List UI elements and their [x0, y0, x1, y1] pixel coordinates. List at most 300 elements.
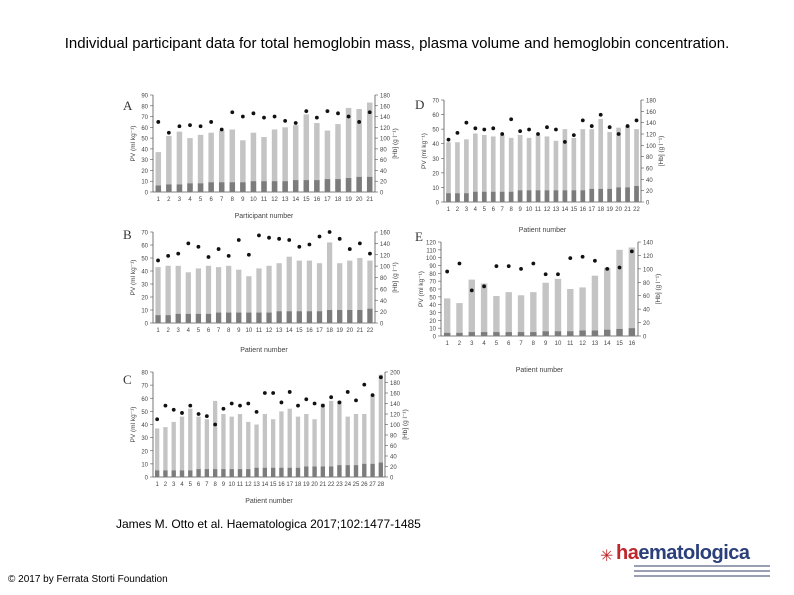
- y-tick-label-left: 70: [432, 98, 439, 105]
- hbmass-bar: [469, 332, 475, 336]
- hb-point: [172, 408, 176, 412]
- y-axis-title-right: [Hb] (g l⁻¹): [402, 409, 409, 440]
- y-tick-label-left: 70: [141, 115, 148, 122]
- hb-point: [617, 132, 621, 136]
- y-tick-label-left: 10: [429, 326, 436, 333]
- hb-point: [362, 383, 366, 387]
- pv-bar: [166, 266, 171, 323]
- hbmass-bar: [357, 310, 362, 323]
- x-tick-label: 5: [198, 197, 203, 203]
- hb-point: [176, 252, 180, 256]
- hbmass-bar: [271, 468, 275, 477]
- hb-point: [155, 417, 159, 421]
- y-axis-title-right: [Hb] (g l⁻¹): [392, 262, 399, 293]
- hb-point: [358, 241, 362, 245]
- x-tick-label: 17: [316, 328, 323, 334]
- hbmass-bar: [240, 182, 245, 192]
- hbmass-bar: [186, 314, 191, 323]
- y-tick-label-right: 40: [380, 298, 387, 305]
- hb-point: [348, 247, 352, 251]
- y-tick-label-left: 60: [141, 396, 148, 403]
- hb-point: [544, 272, 548, 276]
- hbmass-bar: [607, 189, 612, 202]
- hb-point: [326, 109, 330, 113]
- x-tick-label: 3: [464, 207, 469, 213]
- x-tick-label: 8: [227, 328, 231, 334]
- pv-bar: [506, 292, 512, 336]
- x-tick-label: 19: [345, 197, 352, 203]
- hbmass-bar: [329, 467, 333, 478]
- panel-label: B: [123, 227, 132, 242]
- y-tick-label-left: 30: [141, 436, 148, 443]
- hb-point: [379, 375, 383, 379]
- hb-point: [308, 243, 312, 247]
- x-tick-label: 14: [261, 482, 269, 488]
- hbmass-bar: [567, 331, 573, 336]
- hbmass-bar: [166, 184, 171, 192]
- hb-point: [156, 259, 160, 263]
- hbmass-bar: [491, 192, 496, 202]
- y-tick-label-left: 0: [144, 321, 148, 328]
- x-tick-label: 7: [519, 341, 523, 347]
- y-tick-label-left: 80: [141, 370, 148, 377]
- y-axis-title-left: PV (ml kg⁻¹): [130, 259, 137, 296]
- y-tick-label-right: 20: [390, 465, 397, 471]
- hbmass-bar: [251, 181, 256, 192]
- hb-point: [464, 121, 468, 125]
- hbmass-bar: [482, 192, 487, 202]
- hbmass-bar: [177, 184, 182, 192]
- y-tick-label-right: 180: [646, 98, 657, 105]
- x-tick-label: 5: [196, 328, 201, 334]
- x-tick-label: 17: [324, 197, 331, 203]
- x-tick-label: 14: [603, 341, 611, 347]
- hb-point: [354, 398, 358, 402]
- x-tick-label: 3: [177, 197, 182, 203]
- hb-point: [545, 125, 549, 129]
- slide-title: Individual participant data for total hemoglobin mass, plasma volume and hemoglobin concentration.: [64, 35, 730, 52]
- y-tick-label-left: 120: [425, 240, 436, 247]
- hbmass-bar: [634, 186, 639, 202]
- pv-bar: [481, 284, 487, 336]
- hb-point: [186, 241, 190, 245]
- x-tick-label: 20: [346, 328, 354, 334]
- y-tick-label-right: 20: [380, 179, 387, 186]
- y-tick-label-right: 100: [380, 264, 391, 271]
- y-tick-label-right: 140: [380, 115, 391, 122]
- hb-point: [230, 110, 234, 114]
- y-tick-label-left: 50: [141, 409, 148, 416]
- hb-point: [318, 235, 322, 239]
- hbmass-bar: [592, 331, 598, 336]
- chart-panel-a: [123, 94, 399, 221]
- hb-point: [447, 138, 451, 142]
- hb-point: [536, 132, 540, 136]
- y-tick-label-right: 100: [390, 423, 401, 429]
- hb-point: [518, 129, 522, 133]
- hbmass-bar: [287, 311, 292, 323]
- hb-point: [156, 120, 160, 124]
- hb-point: [167, 131, 171, 135]
- pv-bar: [288, 409, 292, 477]
- y-tick-label-right: 160: [380, 104, 391, 111]
- x-tick-label: 20: [615, 207, 622, 213]
- hb-point: [271, 391, 275, 395]
- hb-point: [568, 256, 572, 260]
- hb-point: [554, 128, 558, 132]
- x-tick-label: 2: [166, 328, 170, 334]
- y-tick-label-right: 100: [643, 267, 654, 274]
- x-tick-label: 18: [326, 328, 333, 334]
- hbmass-bar: [263, 468, 267, 477]
- x-tick-label: 13: [591, 341, 599, 347]
- pv-bar: [629, 247, 635, 336]
- hbmass-bar: [493, 332, 499, 336]
- hb-point: [338, 401, 342, 405]
- x-tick-label: 13: [275, 328, 283, 334]
- hb-point: [178, 124, 182, 128]
- hb-point: [238, 404, 242, 408]
- x-tick-label: 2: [163, 482, 168, 488]
- x-tick-label: 4: [180, 482, 184, 488]
- hbmass-bar: [208, 182, 213, 192]
- hbmass-bar: [314, 180, 319, 192]
- x-tick-label: 25: [352, 482, 360, 488]
- hbmass-bar: [572, 190, 577, 202]
- x-axis-title: Patient number: [515, 367, 564, 374]
- hb-point: [180, 411, 184, 415]
- pv-bar: [456, 303, 462, 336]
- y-tick-label-left: 30: [141, 158, 148, 165]
- y-axis-title-left: PV (ml kg⁻¹): [130, 406, 137, 443]
- y-tick-label-right: 180: [390, 381, 401, 387]
- y-tick-label-right: 200: [390, 370, 401, 377]
- pv-bar: [221, 414, 225, 477]
- y-tick-label-left: 50: [141, 136, 148, 143]
- x-tick-label: 6: [209, 197, 213, 203]
- pv-bar: [469, 280, 475, 336]
- hb-point: [519, 267, 523, 271]
- x-tick-label: 12: [271, 197, 278, 203]
- y-tick-label-right: 180: [380, 93, 391, 100]
- hb-point: [630, 250, 634, 254]
- hb-point: [188, 123, 192, 127]
- hb-point: [482, 284, 486, 288]
- y-axis-title-left: PV (ml kg⁻¹): [421, 133, 428, 169]
- y-tick-label-left: 70: [141, 383, 148, 390]
- x-tick-label: 18: [294, 482, 302, 488]
- pv-bar: [604, 268, 610, 336]
- hb-point: [608, 125, 612, 129]
- y-tick-label-right: 60: [646, 166, 653, 173]
- y-tick-label-right: 40: [643, 307, 650, 314]
- x-tick-label: 11: [236, 482, 244, 488]
- x-tick-label: 16: [579, 207, 587, 213]
- hbmass-bar: [356, 177, 361, 192]
- hb-point: [500, 132, 504, 136]
- hbmass-bar: [455, 193, 460, 202]
- y-tick-label-right: 80: [380, 147, 387, 154]
- hbmass-bar: [187, 183, 192, 192]
- hb-point: [458, 262, 462, 266]
- hbmass-bar: [346, 178, 351, 192]
- pv-bar: [555, 279, 561, 336]
- x-tick-label: 19: [606, 207, 614, 213]
- x-tick-label: 21: [624, 207, 631, 213]
- y-axis-title-left: PV (ml kg⁻¹): [418, 271, 425, 307]
- y-tick-label-right: 0: [646, 200, 650, 207]
- pv-bar: [464, 139, 469, 202]
- hb-point: [347, 115, 351, 119]
- hb-point: [188, 404, 192, 408]
- y-tick-label-right: 60: [380, 158, 387, 165]
- y-tick-label-right: 100: [380, 136, 391, 143]
- x-tick-label: 13: [281, 197, 289, 203]
- pv-bar: [213, 401, 217, 477]
- hbmass-bar: [205, 469, 209, 477]
- x-axis-title: Patient number: [245, 498, 293, 505]
- hbmass-bar: [579, 331, 585, 336]
- hbmass-bar: [481, 332, 487, 336]
- logo-mark-icon: ✳: [600, 548, 614, 565]
- x-tick-label: 4: [473, 207, 478, 213]
- x-tick-label: 16: [628, 341, 636, 347]
- hbmass-bar: [288, 468, 292, 477]
- y-tick-label-left: 50: [432, 127, 439, 134]
- x-tick-label: 2: [455, 207, 460, 213]
- hb-point: [197, 245, 201, 249]
- hbmass-bar: [367, 177, 372, 192]
- hb-point: [283, 119, 287, 123]
- chart-panel-c: [123, 371, 409, 506]
- x-tick-label: 4: [482, 341, 486, 347]
- y-tick-label-left: 20: [141, 168, 148, 175]
- hb-point: [280, 401, 284, 405]
- hb-point: [572, 133, 576, 137]
- hbmass-bar: [629, 328, 635, 336]
- hb-point: [593, 259, 597, 263]
- pv-bar: [263, 414, 267, 477]
- hbmass-bar: [518, 332, 524, 336]
- pv-bar: [493, 296, 499, 336]
- hb-point: [205, 414, 209, 418]
- pv-bar: [205, 419, 209, 477]
- hb-point: [618, 266, 622, 270]
- y-axis-title-right: [Hb] (g l⁻¹): [392, 128, 399, 159]
- x-tick-label: 9: [518, 207, 522, 213]
- y-tick-label-left: 40: [141, 423, 148, 429]
- hb-point: [531, 262, 535, 266]
- pv-bar: [166, 136, 171, 192]
- pv-bar: [329, 401, 333, 477]
- x-tick-label: 7: [216, 328, 221, 334]
- hb-point: [287, 238, 291, 242]
- x-tick-label: 16: [278, 482, 285, 488]
- x-tick-label: 5: [188, 482, 192, 488]
- hb-point: [257, 234, 261, 238]
- y-tick-label-right: 60: [643, 294, 650, 301]
- x-tick-label: 10: [245, 328, 253, 334]
- pv-bar: [321, 404, 325, 478]
- hb-point: [296, 404, 300, 408]
- haematologica-logo: [600, 542, 790, 582]
- hbmass-bar: [277, 311, 282, 323]
- y-tick-label-left: 40: [141, 147, 148, 154]
- y-tick-label-left: 80: [429, 271, 436, 278]
- panel-label: D: [415, 97, 425, 112]
- x-tick-label: 4: [188, 197, 192, 203]
- hbmass-bar: [166, 315, 171, 323]
- y-tick-label-right: 20: [643, 321, 650, 328]
- x-tick-label: 1: [156, 328, 160, 334]
- hbmass-bar: [530, 332, 536, 336]
- y-tick-label-right: 160: [390, 391, 401, 398]
- x-tick-label: 14: [561, 207, 569, 213]
- y-tick-label-right: 20: [380, 310, 387, 317]
- hb-point: [273, 115, 277, 119]
- x-tick-label: 6: [507, 341, 511, 347]
- x-tick-label: 22: [327, 482, 335, 488]
- chart-panel-b: [123, 227, 399, 354]
- hb-point: [315, 116, 319, 120]
- x-axis-title: Patient number: [518, 227, 567, 234]
- x-tick-label: 12: [265, 328, 273, 334]
- pv-bar: [518, 295, 524, 336]
- hbmass-bar: [444, 333, 450, 336]
- y-tick-label-right: 40: [380, 168, 387, 175]
- hbmass-bar: [196, 314, 201, 323]
- hbmass-bar: [163, 470, 167, 477]
- x-tick-label: 5: [482, 207, 486, 213]
- hbmass-bar: [293, 180, 298, 192]
- y-tick-label-left: 30: [432, 156, 439, 163]
- hbmass-bar: [327, 310, 332, 323]
- x-tick-label: 19: [336, 328, 344, 334]
- panel-label: E: [415, 229, 423, 244]
- y-tick-label-right: 0: [380, 190, 384, 197]
- y-tick-label-left: 60: [429, 287, 436, 294]
- hb-point: [336, 111, 340, 115]
- y-tick-label-left: 50: [429, 295, 436, 302]
- hb-point: [220, 128, 224, 132]
- x-tick-label: 14: [292, 197, 300, 203]
- x-tick-label: 15: [269, 482, 277, 488]
- hb-point: [473, 126, 477, 130]
- hbmass-bar: [506, 332, 512, 336]
- x-tick-label: 7: [500, 207, 504, 213]
- y-tick-label-right: 80: [643, 280, 650, 287]
- pv-bar: [196, 417, 200, 477]
- hb-point: [209, 120, 213, 124]
- pv-bar: [579, 287, 585, 336]
- x-tick-label: 28: [377, 482, 385, 488]
- hbmass-bar: [347, 310, 352, 323]
- x-tick-label: 1: [446, 207, 451, 213]
- hb-point: [247, 253, 251, 257]
- y-axis-title-right: [Hb] (g l⁻¹): [658, 135, 665, 167]
- hbmass-bar: [625, 187, 630, 202]
- hbmass-bar: [176, 314, 181, 323]
- hbmass-bar: [206, 314, 211, 323]
- y-tick-label-left: 0: [144, 475, 148, 482]
- x-tick-label: 10: [554, 341, 562, 347]
- x-tick-label: 9: [543, 341, 548, 347]
- pv-bar: [155, 428, 159, 477]
- hb-point: [321, 404, 325, 408]
- hb-point: [626, 124, 630, 128]
- hb-point: [338, 237, 342, 241]
- hb-point: [563, 140, 567, 144]
- x-tick-label: 1: [155, 482, 159, 488]
- x-tick-label: 21: [356, 328, 364, 334]
- hbmass-bar: [337, 465, 341, 477]
- hb-point: [227, 254, 231, 258]
- hb-point: [166, 254, 170, 258]
- x-tick-label: 10: [228, 482, 236, 488]
- pv-bar: [177, 132, 182, 192]
- pv-bar: [530, 292, 536, 336]
- y-tick-label-left: 70: [429, 279, 436, 286]
- y-tick-label-left: 0: [435, 200, 439, 207]
- hb-point: [313, 402, 317, 406]
- hb-point: [482, 128, 486, 132]
- y-tick-label-left: 20: [432, 171, 439, 178]
- y-tick-label-left: 20: [141, 295, 148, 302]
- hb-point: [241, 115, 245, 119]
- hbmass-bar: [156, 186, 161, 192]
- x-tick-label: 20: [311, 482, 318, 488]
- x-tick-label: 1: [156, 197, 160, 203]
- hbmass-bar: [304, 467, 308, 478]
- y-tick-label-right: 140: [380, 241, 391, 248]
- y-tick-label-right: 0: [643, 334, 647, 341]
- hb-point: [304, 397, 308, 401]
- hbmass-bar: [555, 331, 561, 336]
- y-tick-label-left: 40: [432, 142, 439, 149]
- y-tick-label-left: 30: [141, 282, 148, 289]
- hbmass-bar: [304, 180, 309, 192]
- x-tick-label: 16: [313, 197, 321, 203]
- hbmass-bar: [238, 469, 242, 477]
- hbmass-bar: [563, 190, 568, 202]
- x-tick-label: 3: [470, 341, 474, 347]
- x-tick-label: 11: [534, 207, 542, 213]
- x-tick-label: 10: [250, 197, 257, 203]
- x-tick-label: 8: [531, 341, 536, 347]
- y-tick-label-right: 120: [380, 253, 391, 260]
- x-tick-label: 9: [237, 328, 241, 334]
- x-tick-label: 13: [552, 207, 560, 213]
- y-tick-label-left: 60: [141, 243, 148, 250]
- y-tick-label-right: 120: [643, 253, 654, 260]
- y-tick-label-right: 140: [390, 402, 401, 408]
- pv-bar: [188, 409, 192, 477]
- hb-point: [371, 393, 375, 397]
- x-tick-label: 26: [360, 482, 368, 488]
- pv-bar: [246, 422, 250, 477]
- x-tick-label: 24: [344, 482, 352, 488]
- hb-point: [527, 128, 531, 132]
- pv-bar: [163, 427, 167, 477]
- x-tick-label: 13: [253, 482, 260, 488]
- hb-point: [590, 124, 594, 128]
- hb-point: [635, 119, 639, 123]
- x-tick-label: 3: [176, 328, 180, 334]
- hb-point: [329, 395, 333, 399]
- y-tick-label-right: 120: [390, 412, 401, 419]
- y-tick-label-left: 100: [425, 256, 436, 263]
- hbmass-bar: [236, 313, 241, 323]
